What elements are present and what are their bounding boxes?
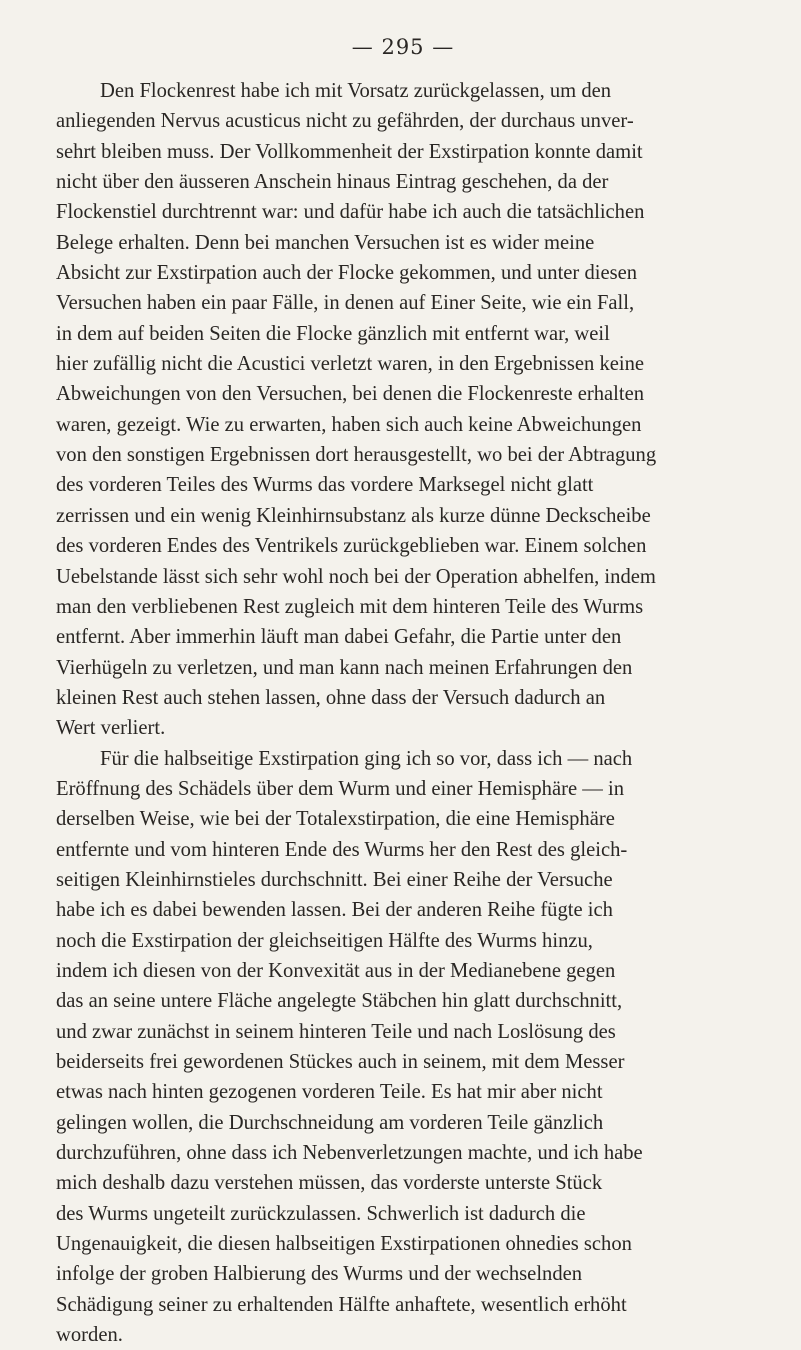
page-number: — 295 — [351,35,455,59]
book-page [56,32,750,1350]
paragraph-flockenrest: Den Flockenrest habe ich mit Vorsatz zurückgelassen, um den anliegenden Nervus acusticus nicht zu gefährden, der durchaus unver- sehrt bleiben muss. Der Vollkommenheit der Exstirpation konnte damit nicht über den äusseren Anschein hinaus Eintrag geschehen, da der Flockenstiel durchtrennt war: und dafür habe ich auch die tatsächlichen Belege erhalten. Denn bei manchen Versuchen ist es wider meine Absicht zur Exstirpation auch der Flocke gekommen, und unter diesen Versuchen haben ein paar Fälle, in denen auf Einer Seite, wie ein Fall, in dem auf beiden Seiten die Flocke gänzlich mit entfernt war, weil hier zufällig nicht die Acustici verletzt waren, in den Ergebnissen keine Abweichungen von den Versuchen, bei denen die Flockenreste erhalten waren, gezeigt. Wie zu erwarten, haben sich auch keine Abweichungen von den sonstigen Ergebnissen dort herausgestellt, wo bei der Abtragung des vorderen Teiles des Wurms das vordere Marksegel nicht glatt zerrissen und ein wenig Kleinhirnsubstanz als kurze dünne Deckscheibe des vorderen Endes des Ventrikels zurückgeblieben war. Einem solchen Uebelstande lässt sich sehr wohl noch bei der Operation abhelfen, indem man den verbliebenen Rest zugleich mit dem hinteren Teile des Wurms entfernt. Aber immerhin läuft man dabei Gefahr, die Partie unter den Vierhügeln zu verletzen, und man kann nach meinen Erfahrungen den kleinen Rest auch stehen lassen, ohne dass der Versuch dadurch an Wert verliert. [56,80,657,740]
paragraph-halbseitige-exstirpation: Für die halbseitige Exstirpation ging ich so vor, dass ich — nach Eröffnung des Schädels über dem Wurm und einer Hemisphäre — in derselben Weise, wie bei der Totalexstirpation, die eine Hemisphäre entfernte und vom hinteren Ende des Wurms her den Rest des gleich- seitigen Kleinhirnstieles durchschnitt. Bei einer Reihe der Versuche habe ich es dabei bewenden lassen. Bei der anderen Reihe fügte ich noch die Exstirpation der gleichseitigen Hälfte des Wurms hinzu, indem ich diesen von der Konvexität aus in der Medianebene gegen das an seine untere Fläche angelegte Stäbchen hin glatt durchschnitt, und zwar zunächst in seinem hinteren Teile und nach Loslösung des beiderseits frei gewordenen Stückes auch in seinem, mit dem Messer etwas nach hinten gezogenen vorderen Teile. Es hat mir aber nicht gelingen wollen, die Durchschneidung am vorderen Teile gänzlich durchzuführen, ohne dass ich Nebenverletzungen machte, und ich habe mich deshalb dazu verstehen müssen, das vorderste unterste Stück des Wurms ungeteilt zurückzulassen. Schwerlich ist dadurch die Ungenauigkeit, die diesen halbseitigen Exstirpationen ohnedies schon infolge der groben Halbierung des Wurms und der wechselnden Schädigung seiner zu erhaltenden Hälfte anhaftete, wesentlich erhöht worden. [56,747,643,1347]
